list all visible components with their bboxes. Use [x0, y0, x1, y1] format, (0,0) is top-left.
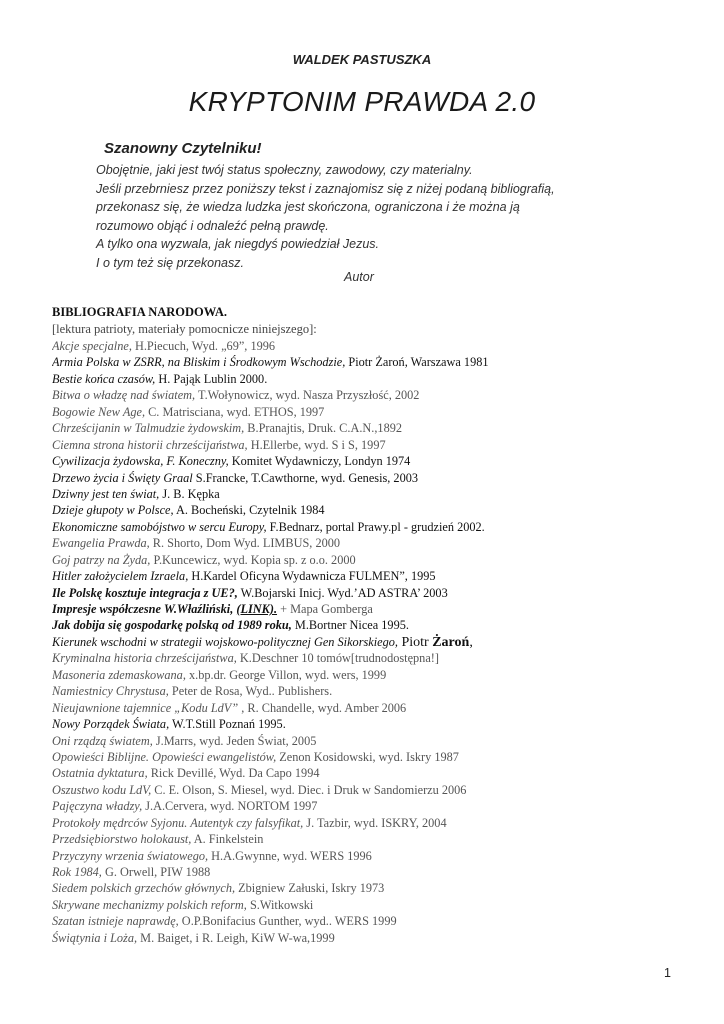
item-title: Przedsiębiorstwo holokaust,	[52, 832, 192, 847]
item-details: J.Marrs, wyd. Jeden Świat, 2005	[152, 733, 317, 748]
bibliography-item	[52, 733, 692, 749]
item-details: x.bp.dr. George Villon, wyd. wers, 1999	[185, 667, 387, 682]
item-title: Protokoły mędrców Syjonu. Autentyk czy falsyfikat,	[52, 815, 304, 830]
item-details: Rick Devillé, Wyd. Da Capo 1994	[147, 766, 320, 781]
item-title: Goj patrzy na Żyda,	[52, 552, 151, 567]
bibliography-item	[52, 897, 692, 913]
item-title: Rok 1984,	[52, 865, 102, 879]
item-details: H.Ellerbe, wyd. S i S, 1997	[247, 437, 386, 452]
item-title: Bogowie New Age,	[52, 404, 146, 419]
item-title: Hitler założycielem Izraela,	[52, 569, 189, 584]
link[interactable]: (LINK).	[236, 602, 278, 616]
item-details: M.Bortner Nicea 1995.	[291, 618, 409, 633]
item-title: Świątynia i Loża,	[52, 930, 138, 945]
bibliography-item	[52, 470, 692, 486]
item-title: Drzewo życia i Święty Graal	[52, 470, 193, 485]
item-details: A. Bocheński, Czytelnik 1984	[173, 503, 325, 518]
item-title: Nowy Porządek Świata,	[52, 717, 170, 732]
item-details: W.T.Still Poznań 1995.	[169, 717, 286, 732]
item-title: Akcje specjalne,	[52, 339, 132, 353]
item-title: Cywilizacja żydowska, F. Koneczny,	[52, 454, 229, 469]
item-details: C. E. Olson, S. Miesel, wyd. Diec. i Druk w Sandomierzu 2006	[151, 782, 467, 797]
item-title: Armia Polska w ZSRR, na Bliskim i Środkowym Wschodzie,	[52, 355, 346, 370]
bibliography-item	[52, 486, 692, 502]
bibliography-item	[52, 387, 692, 403]
item-details: Piotr Żaroń, Warszawa 1981	[345, 355, 489, 370]
bibliography-item	[52, 782, 692, 798]
item-details: Piotr	[397, 634, 433, 650]
signature: Autor	[344, 270, 374, 284]
bibliography-item	[52, 880, 692, 896]
item-title: Opowieści Biblijne. Opowieści ewangelistów,	[52, 749, 277, 764]
item-details: S.Francke, T.Cawthorne, wyd. Genesis, 2003	[192, 470, 419, 485]
bibliography-item	[52, 354, 692, 370]
item-title: Ekonomiczne samobójstwo w sercu Europy,	[52, 519, 267, 534]
item-title: Siedem polskich grzechów głównych,	[52, 881, 236, 896]
bibliography-item	[52, 552, 692, 568]
bibliography-item	[52, 519, 692, 535]
bibliography-item	[52, 700, 692, 716]
item-details: H. Pająk Lublin 2000.	[155, 371, 268, 386]
item-details: C. Matrisciana, wyd. ETHOS, 1997	[145, 404, 325, 419]
bibliography-item	[52, 453, 692, 469]
item-details: W.Bojarski Inicj. Wyd.’AD ASTRA’ 2003	[237, 585, 448, 600]
item-details-end: ,	[469, 634, 473, 650]
item-title: Impresje współczesne W.Właźliński,	[52, 602, 234, 616]
bibliography-item	[52, 667, 692, 683]
bibliography-item	[52, 831, 692, 847]
item-title: Oszustwo kodu LdV,	[52, 782, 152, 797]
item-title: Ciemna strona historii chrześcijaństwa,	[52, 437, 248, 452]
item-title: Dziwny jest ten świat,	[52, 486, 160, 501]
intro-line: Obojętnie, jaki jest twój status społeczny, zawodowy, czy materialny.	[96, 163, 473, 177]
bibliography-item	[52, 617, 692, 633]
item-details: O.P.Bonifacius Gunther, wyd.. WERS 1999	[178, 914, 397, 929]
intro-line: rozumowo objąć i odnaleźć pełną prawdę.	[96, 218, 329, 233]
page-number: 1	[664, 966, 671, 980]
bibliography-heading: BIBLIOGRAFIA NARODOWA.	[52, 305, 228, 319]
bibliography-item	[52, 650, 692, 666]
item-details: J. Tazbir, wyd. ISKRY, 2004	[303, 815, 447, 830]
bibliography-item	[52, 716, 692, 732]
item-title: Szatan istnieje naprawdę,	[52, 914, 179, 929]
bibliography-item	[52, 848, 692, 864]
item-details: H.A.Gwynne, wyd. WERS 1996	[208, 848, 372, 863]
bibliography-item	[52, 371, 692, 387]
item-details: Komitet Wydawniczy, Londyn 1974	[228, 454, 411, 469]
item-title: Jak dobija się gospodarkę polską od 1989 roku,	[52, 618, 292, 633]
item-title: Chrześcijanin w Talmudzie żydowskim,	[52, 421, 245, 436]
intro-line: Jeśli przebrniesz przez poniższy tekst i zaznajomisz się z niżej podaną bibliografią,	[96, 181, 555, 196]
item-title: Przyczyny wrzenia światowego,	[52, 848, 209, 863]
item-details: F.Bednarz, portal Prawy.pl - grudzień 2002.	[266, 519, 485, 534]
item-title: Masoneria zdemaskowana,	[52, 667, 186, 682]
bibliography-item	[52, 420, 692, 436]
bibliography-list	[52, 338, 692, 946]
item-details: K.Deschner 10 tomów[trudnodostępna!]	[236, 651, 439, 666]
item-title: Ewangelia Prawda,	[52, 536, 150, 551]
item-details: + Mapa Gomberga	[277, 602, 373, 616]
bibliography-item	[52, 798, 692, 814]
author-name: WALDEK PASTUSZKA	[292, 52, 432, 67]
item-details: B.Pranajtis, Druk. C.A.N.,1892	[244, 421, 403, 436]
item-details: H.Piecuch, Wyd. „69”, 1996	[131, 339, 276, 353]
item-title: Bestie końca czasów,	[52, 371, 156, 386]
bibliography-item	[52, 765, 692, 781]
greeting: Szanowny Czytelniku!	[104, 140, 262, 157]
item-details: G. Orwell, PIW 1988	[101, 865, 211, 879]
bibliography-item	[52, 930, 692, 946]
item-details: T.Wołynowicz, wyd. Nasza Przyszłość, 2002	[195, 388, 420, 403]
bibliography-item	[52, 585, 692, 601]
bibliography-item	[52, 568, 692, 584]
item-title: Bitwa o władzę nad światem,	[52, 388, 196, 403]
item-title: Oni rządzą światem,	[52, 733, 153, 748]
item-title: Skrywane mechanizmy polskich reform,	[52, 897, 247, 912]
item-details: Zbigniew Załuski, Iskry 1973	[235, 881, 385, 896]
bibliography-item	[52, 634, 692, 650]
bibliography-item	[52, 535, 692, 551]
item-details: J.A.Cervera, wyd. NORTOM 1997	[142, 799, 318, 814]
item-details: Zenon Kosidowski, wyd. Iskry 1987	[276, 749, 459, 764]
item-title: Kierunek wschodni w strategii wojskowo-politycznej Gen Sikorskiego,	[52, 634, 398, 649]
item-details: A. Finkelstein	[191, 832, 264, 847]
item-details: H.Kardel Oficyna Wydawnicza FULMEN”, 1995	[188, 569, 436, 584]
item-details: R. Shorto, Dom Wyd. LIMBUS, 2000	[149, 536, 341, 551]
item-title: Ostatnia dyktatura,	[52, 766, 148, 781]
item-details: , R. Chandelle, wyd. Amber 2006	[238, 700, 407, 715]
intro-paragraph	[96, 161, 616, 272]
item-details: J. B. Kępka	[159, 486, 220, 501]
item-details: S.Witkowski	[246, 897, 314, 912]
item-details-bold: Żaroń	[432, 634, 470, 650]
bibliography-item	[52, 404, 692, 420]
item-title: Pajęczyna władzy,	[52, 799, 143, 814]
item-title: Dzieje głupoty w Polsce,	[52, 503, 174, 518]
document-title: KRYPTONIM PRAWDA 2.0	[188, 86, 536, 117]
bibliography-item	[52, 338, 692, 354]
bibliography-note: [lektura patrioty, materiały pomocnicze niniejszego]:	[52, 322, 317, 336]
item-title: Kryminalna historia chrześcijaństwa,	[52, 651, 237, 666]
item-details: Peter de Rosa, Wyd.. Publishers.	[168, 684, 333, 699]
item-title: Namiestnicy Chrystusa,	[52, 684, 169, 699]
intro-line: przekonasz się, że wiedza ludzka jest skończona, ograniczona i że można ją	[96, 200, 520, 214]
item-details: P.Kuncewicz, wyd. Kopia sp. z o.o. 2000	[150, 552, 356, 567]
bibliography-item	[52, 601, 692, 617]
bibliography-item	[52, 683, 692, 699]
item-title: Nieujawnione tajemnice „Kodu LdV”	[52, 700, 239, 715]
intro-line: I o tym też się przekonasz.	[96, 255, 244, 270]
item-details: M. Baiget, i R. Leigh, KiW W-wa,1999	[137, 930, 335, 945]
bibliography-item	[52, 749, 692, 765]
bibliography-item	[52, 437, 692, 453]
item-title: Ile Polskę kosztuje integracja z UE?,	[52, 585, 238, 600]
intro-line: A tylko ona wyzwala, jak niegdyś powiedział Jezus.	[96, 237, 380, 251]
bibliography-item	[52, 502, 692, 518]
bibliography-item	[52, 864, 692, 880]
bibliography-item	[52, 815, 692, 831]
bibliography-item	[52, 913, 692, 929]
